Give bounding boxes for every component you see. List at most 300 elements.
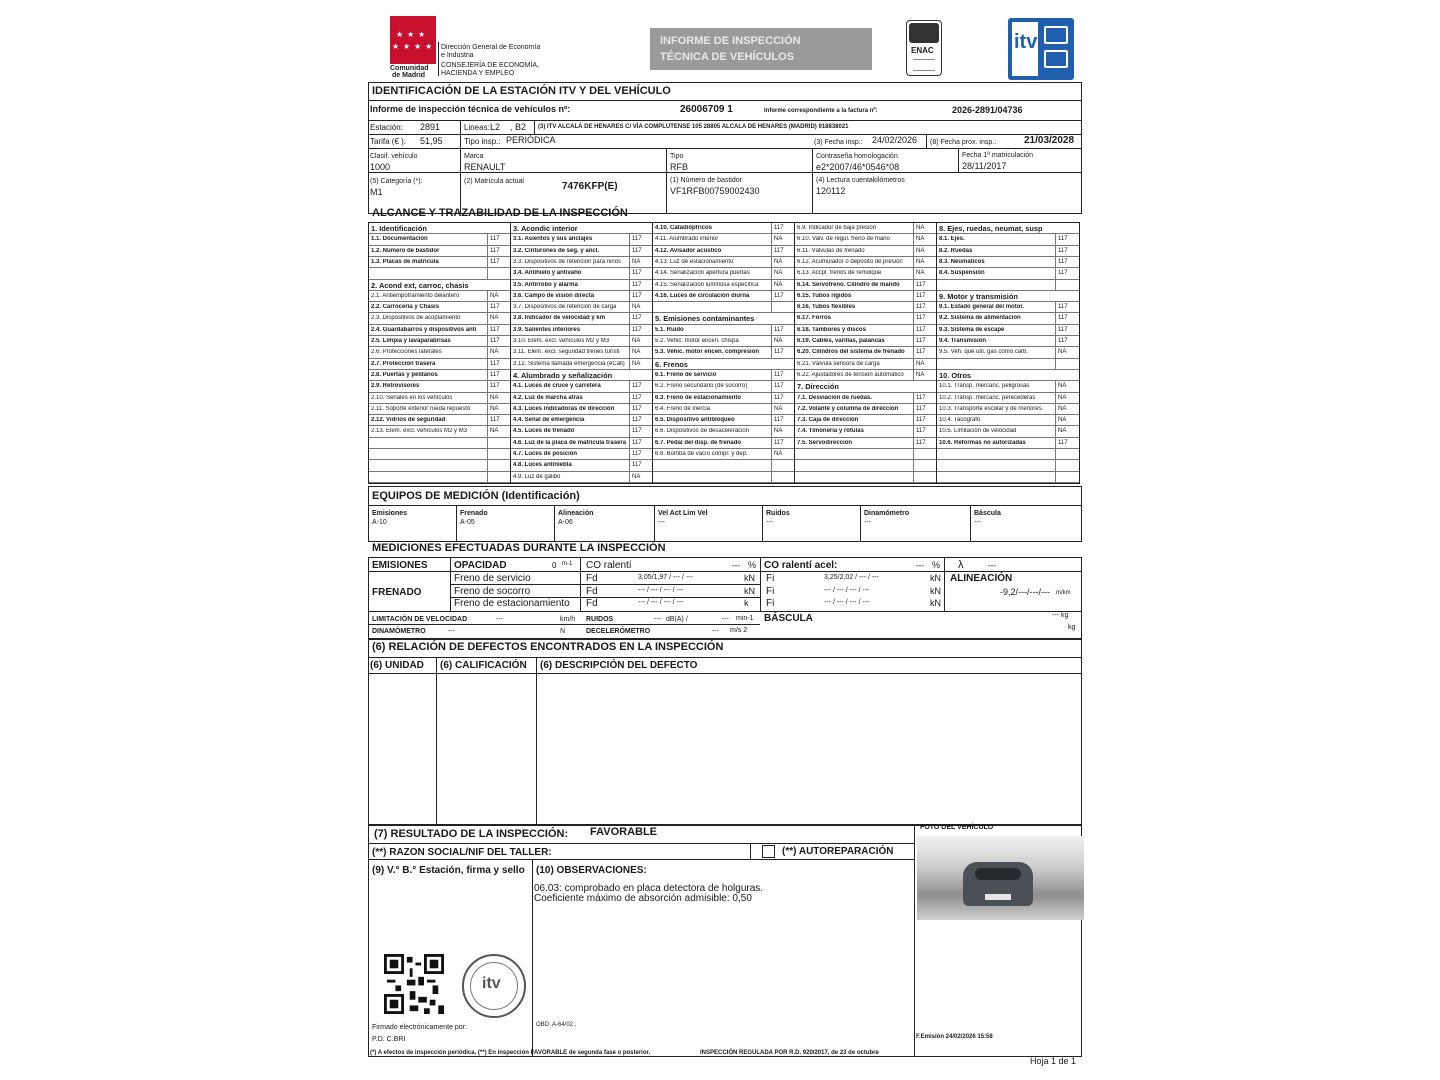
- checklist-column: [653, 223, 795, 483]
- equipment-label: Ruidos: [766, 510, 790, 517]
- checklist-item-value: 117: [629, 460, 642, 471]
- checklist-item-value: 117: [629, 426, 642, 437]
- checklist-row: [369, 426, 510, 437]
- equipment-value: A-06: [558, 519, 573, 526]
- checklist-item-label: 1. Identificación: [371, 224, 427, 233]
- checklist-row: [511, 325, 652, 336]
- checklist-row: [937, 438, 1079, 449]
- checklist-item-label: 6.12. Acumulador o depósito de presión: [797, 258, 903, 265]
- brake-fi-label: Fi: [766, 573, 775, 584]
- checklist-item-value: NA: [629, 347, 640, 358]
- checklist-row: [795, 381, 936, 392]
- checklist-item-label: 6.22. Ajustadores de tensión automático: [797, 371, 904, 378]
- equipment-divider: [970, 505, 971, 542]
- checklist-row: [511, 302, 652, 313]
- org-line-4: HACIENDA Y EMPLEO: [441, 70, 515, 77]
- checklist-item-label: 6.7. Pedal del disp. de frenado: [655, 439, 742, 446]
- checklist-row: [937, 268, 1079, 279]
- checklist-row: [369, 472, 510, 483]
- checklist-item-value: NA: [771, 234, 782, 245]
- checklist-item-label: 2.12. Vidrios de seguridad: [371, 417, 446, 424]
- noise-unit: dB(A) /: [666, 616, 688, 623]
- brake-fd-label: Fd: [586, 585, 598, 597]
- speed-limit-label: LIMITACIÓN DE VELOCIDAD: [372, 616, 468, 623]
- checklist-item-value: 117: [629, 449, 642, 460]
- checklist-item-value: 117: [771, 393, 784, 404]
- checklist-item-label: 8.1. Ejes.: [939, 236, 965, 243]
- checklist-row: [653, 370, 794, 381]
- date-value: 24/02/2026: [872, 135, 918, 145]
- checklist-row: [937, 291, 1079, 302]
- checklist-row: [653, 234, 794, 245]
- workshop-label: (**) RAZON SOCIAL/NIF DEL TALLER:: [372, 847, 552, 858]
- checklist-item-value: NA: [487, 404, 498, 415]
- checklist-item-value: 117: [913, 347, 926, 358]
- braking-label: FRENADO: [372, 587, 422, 598]
- checklist-item-value: [913, 472, 916, 483]
- self-repair-label: (**) AUTOREPARACIÓN: [782, 846, 894, 857]
- speed-limit-unit: km/h: [560, 616, 576, 623]
- checklist-item-value: NA: [913, 223, 924, 234]
- checklist-item-value: 117: [771, 347, 784, 358]
- checklist-item-label: 8.4. Suspensión: [939, 270, 985, 277]
- checklist-item-value: [487, 460, 490, 471]
- checklist-item-label: 2.1. Antiempotramiento delantero: [371, 292, 460, 299]
- checklist-row: [511, 268, 652, 279]
- checklist-item-label: 6.19. Cables, varillas, palancas: [797, 338, 885, 345]
- equipment-divider: [762, 505, 763, 542]
- first-registration-value: 28/11/2017: [962, 161, 1007, 171]
- checklist-item-value: 117: [771, 246, 784, 257]
- checklist-item-label: 3. Acondic interior: [513, 224, 578, 233]
- checklist-item-value: [771, 460, 774, 471]
- checklist-item-value: NA: [771, 449, 782, 460]
- checklist-item-label: 7. Dirección: [797, 382, 839, 392]
- checklist-item-value: 117: [629, 381, 642, 392]
- checklist-item-label: 10.2. Transp. mercanc. perecederas: [939, 394, 1036, 401]
- checklist-item-label: 10.5. Limitación de velocidad: [939, 428, 1017, 435]
- checklist-item-value: [487, 449, 490, 460]
- checklist-item-value: NA: [487, 291, 498, 302]
- checklist-row: [369, 359, 510, 370]
- checklist-row: [795, 404, 936, 415]
- checklist-item-value: 117: [629, 234, 642, 245]
- equipment-divider: [554, 505, 555, 542]
- station-seal-icon: itv: [462, 954, 526, 1018]
- checklist-item-value: 117: [487, 302, 500, 313]
- measurements-title: MEDICIONES EFECTUADAS DURANTE LA INSPECCIÓN: [372, 542, 666, 554]
- enac-logo: [906, 20, 942, 76]
- checklist-row: [937, 347, 1079, 358]
- checklist-row: [795, 460, 936, 471]
- checklist-row: [369, 325, 510, 336]
- brake-fi-label: Fi: [766, 598, 775, 609]
- org-line-2: e Industria: [441, 52, 474, 59]
- checklist-item-label: 6.4. Freno de inercia: [655, 405, 711, 412]
- checklist-row: [511, 234, 652, 245]
- checklist-row: [653, 415, 794, 426]
- checklist-row: [653, 381, 794, 392]
- checklist-row: [937, 426, 1079, 437]
- itv-logo: [1008, 18, 1074, 80]
- brand-label: Marca: [464, 153, 484, 160]
- checklist-item-label: 8. Ejes, ruedas, neumat, susp: [939, 224, 1043, 233]
- dyno-label: DINAMÓMETRO: [372, 628, 426, 635]
- itv-logo-text: itv: [1014, 31, 1038, 53]
- checklist-item-value: 117: [487, 257, 500, 268]
- checklist-row: [795, 347, 936, 358]
- plate-value: 7476KFP(E): [562, 181, 618, 192]
- checklist-item-value: [487, 438, 490, 449]
- checklist-item-value: [1055, 449, 1058, 460]
- cm-logo-line1: Comunidad: [390, 65, 429, 72]
- checklist-item-value: NA: [1055, 404, 1066, 415]
- checklist-row: [653, 257, 794, 268]
- checklist-item-value: 117: [629, 415, 642, 426]
- checklist-row: [369, 393, 510, 404]
- brake-fd-value: --- / --- / --- / ---: [638, 586, 684, 594]
- checklist-item-value: 117: [913, 426, 926, 437]
- inspection-checklist: [368, 222, 1080, 484]
- report-number-label: Informe de inspección técnica de vehículos nº:: [370, 104, 571, 114]
- checklist-row: [369, 404, 510, 415]
- invoice-number: 2026-2891/04736: [952, 105, 1023, 115]
- equipment-value: A-05: [460, 519, 475, 526]
- checklist-row: [795, 336, 936, 347]
- checklist-row: [937, 336, 1079, 347]
- brake-fi-unit: kN: [930, 573, 941, 583]
- odometer-label: (4) Lectura cuentakilómetros: [816, 177, 905, 184]
- checklist-row: [795, 370, 936, 381]
- checklist-item-value: 117: [771, 325, 784, 336]
- checklist-item-value: NA: [913, 359, 924, 370]
- checklist-item-value: 117: [771, 291, 784, 302]
- checklist-item-value: NA: [487, 393, 498, 404]
- equipment-label: Emisiones: [372, 510, 408, 517]
- brake-fi-value: 3,25/2,02 / --- / ---: [824, 574, 879, 581]
- checklist-item-label: 3.5. Antirrobo y alarma: [513, 281, 578, 288]
- checklist-row: [369, 381, 510, 392]
- lambda-value: ---: [988, 561, 996, 570]
- checklist-row: [369, 302, 510, 313]
- dyno-unit: N: [560, 628, 566, 635]
- checklist-item-value: 117: [629, 280, 642, 291]
- checklist-row: [937, 449, 1079, 460]
- checklist-row: [511, 370, 652, 381]
- next-inspection-label: (8) Fecha prox. insp.:: [930, 139, 997, 146]
- checklist-item-label: 4.6. Luz de la placa de matrícula trasera: [513, 439, 627, 446]
- checklist-item-label: 3.7. Dispositivos de retención de carga: [513, 304, 617, 311]
- checklist-row: [937, 472, 1079, 483]
- checklist-item-value: [771, 302, 774, 313]
- equipment-label: Dinamómetro: [864, 510, 910, 517]
- checklist-item-label: 3.2. Cinturones de seg. y ancl.: [513, 247, 600, 254]
- checklist-row: [653, 359, 794, 370]
- checklist-item-value: 117: [913, 325, 926, 336]
- enac-label: ENAC: [911, 46, 934, 55]
- checklist-item-label: 4.7. Luces de posición: [513, 451, 578, 458]
- equipment-label: Báscula: [974, 510, 1001, 517]
- checklist-row: [511, 336, 652, 347]
- brake-fd-unit: kN: [744, 573, 755, 583]
- checklist-item-label: 8.2. Ruedas: [939, 247, 973, 254]
- type-label: Tipo insp.:: [464, 137, 501, 146]
- checklist-item-value: 117: [913, 415, 926, 426]
- checklist-item-label: 6.10. Valv. de regul. freno de mano: [797, 236, 890, 243]
- co-idle-value: ---: [732, 561, 740, 570]
- emissions-label: EMISIONES: [372, 560, 428, 571]
- checklist-item-label: 4.2. Luz de marcha atrás: [513, 394, 583, 401]
- checklist-row: [653, 336, 794, 347]
- checklist-item-value: 117: [629, 313, 642, 324]
- decel-unit: m/s 2: [730, 627, 748, 634]
- category-label: (5) Categoría (*):: [370, 178, 423, 185]
- vin-value: VF1RFB00759002430: [670, 186, 760, 196]
- signed-by-label: Firmado electrónicamente por:: [372, 1024, 467, 1031]
- equipment-value: ---: [864, 519, 871, 526]
- checklist-item-value: NA: [913, 246, 924, 257]
- checklist-item-value: NA: [913, 257, 924, 268]
- vin-label: (1) Número de bastidor: [670, 177, 742, 184]
- car-icon: [1044, 26, 1068, 44]
- footer-regulation: INSPECCIÓN REGULADA POR R.D. 920/2017, de 23 de octubre: [700, 1050, 879, 1056]
- equipment-label: Alineación: [558, 510, 594, 517]
- checklist-item-label: 4.13. Luz de estacionamiento: [655, 258, 734, 265]
- checklist-item-label: 4.9. Luz de gálibo: [513, 473, 561, 480]
- checklist-item-value: 117: [913, 313, 926, 324]
- checklist-row: [369, 223, 510, 234]
- co-idle-label: CO ralentí: [586, 560, 632, 571]
- brake-fd-value: --- / --- / --- / ---: [638, 599, 684, 606]
- header-divider: [438, 42, 439, 76]
- checklist-column: [369, 223, 511, 483]
- category-value: M1: [370, 187, 383, 197]
- checklist-item-value: 117: [629, 393, 642, 404]
- checklist-item-label: 7.3. Caja de dirección: [797, 417, 859, 424]
- checklist-item-value: 117: [629, 268, 642, 279]
- lambda-label: λ: [958, 559, 964, 571]
- equipment-value: ---: [658, 519, 665, 526]
- checklist-item-value: 117: [487, 246, 500, 257]
- checklist-item-label: 4.4. Señal de emergencia: [513, 417, 585, 424]
- checklist-item-label: 2.4. Guardabarros y dispositivos anti: [371, 326, 477, 333]
- checklist-row: [511, 449, 652, 460]
- checklist-row: [795, 246, 936, 257]
- brake-fd-unit: kN: [744, 585, 755, 596]
- equipment-title: EQUIPOS DE MEDICIÓN (Identificación): [372, 490, 580, 502]
- lines-value-2: , B2: [510, 122, 527, 132]
- checklist-row: [653, 347, 794, 358]
- opacity-label: OPACIDAD: [454, 560, 507, 571]
- checklist-row: [511, 404, 652, 415]
- checklist-item-value: 117: [487, 359, 500, 370]
- checklist-row: [511, 257, 652, 268]
- checklist-row: [937, 257, 1079, 268]
- checklist-row: [369, 246, 510, 257]
- checklist-item-label: 5.2. Vehic. motor encen. chispa: [655, 338, 739, 345]
- checklist-row: [653, 302, 794, 313]
- checklist-item-label: 3.1. Asientos y sus anclajes: [513, 236, 593, 243]
- photo-label: FOTO DEL VEHÍCULO: [920, 824, 994, 831]
- observations-label: (10) OBSERVACIONES:: [536, 865, 647, 876]
- checklist-row: [937, 381, 1079, 392]
- checklist-row: [937, 234, 1079, 245]
- checklist-row: [653, 438, 794, 449]
- checklist-item-value: 117: [487, 370, 500, 381]
- result-value: FAVORABLE: [590, 826, 658, 838]
- co-acel-value: ---: [916, 561, 924, 570]
- brake-fi-unit: kN: [930, 585, 941, 596]
- brake-row-divider: [450, 584, 760, 585]
- checklist-row: [795, 438, 936, 449]
- equipment-divider: [654, 505, 655, 542]
- checklist-item-value: 117: [1055, 268, 1068, 279]
- checklist-item-value: NA: [1055, 347, 1066, 358]
- checklist-row: [795, 223, 936, 234]
- checklist-column: [795, 223, 937, 483]
- checklist-item-label: 10.6. Reformas no autorizadas: [939, 439, 1026, 446]
- checklist-item-value: 117: [913, 438, 926, 449]
- checklist-item-value: 117: [629, 325, 642, 336]
- checklist-item-value: 117: [1055, 438, 1068, 449]
- checklist-item-value: NA: [913, 370, 924, 381]
- checklist-item-label: 3.10. Elem. excl. vehículos M2 y M3: [513, 338, 610, 345]
- checklist-item-label: 4.11. Alumbrado interior: [655, 236, 719, 243]
- checklist-row: [653, 472, 794, 483]
- checklist-item-label: 10.1. Transp. mercanc. peligrosas: [939, 383, 1030, 390]
- checklist-item-label: 5. Emisiones contaminantes: [655, 314, 755, 324]
- checklist-item-label: 4.16. Luces de circulación diurna: [655, 292, 750, 299]
- checklist-column: [511, 223, 653, 483]
- checklist-item-label: 4.3. Luces indicadoras de dirección: [513, 405, 615, 412]
- report-banner: [650, 28, 872, 70]
- scale-value-2: kg: [1068, 624, 1076, 631]
- banner-line-2: TÉCNICA DE VEHÍCULOS: [660, 51, 795, 63]
- checklist-item-label: 6.18. Tambores y discos: [797, 326, 866, 333]
- checklist-column: [937, 223, 1079, 483]
- checklist-row: [653, 223, 794, 234]
- self-repair-checkbox[interactable]: [762, 845, 775, 858]
- checklist-row: [511, 313, 652, 324]
- checklist-item-value: [487, 472, 490, 483]
- checklist-item-label: 2.7. Protección trasera: [371, 360, 436, 367]
- checklist-row: [369, 234, 510, 245]
- checklist-row: [937, 460, 1079, 471]
- checklist-row: [511, 460, 652, 471]
- co-idle-unit: %: [748, 560, 757, 570]
- qr-code-icon: [384, 954, 444, 1014]
- opacity-unit: m-1: [562, 561, 573, 567]
- checklist-item-value: [913, 449, 916, 460]
- identification-title: IDENTIFICACIÓN DE LA ESTACIÓN ITV Y DEL VEHÍCULO: [372, 85, 671, 97]
- checklist-row: [369, 313, 510, 324]
- checklist-item-value: NA: [771, 404, 782, 415]
- brake-divider: [580, 571, 581, 611]
- checklist-item-value: 117: [1055, 234, 1068, 245]
- banner-line-1: INFORME DE INSPECCIÓN: [660, 35, 801, 47]
- checklist-item-label: 7.2. Volante y columna de dirección: [797, 405, 899, 412]
- speed-limit-value: ---: [496, 616, 503, 623]
- checklist-row: [795, 426, 936, 437]
- checklist-row: [511, 472, 652, 483]
- noise-value-2: ---: [722, 616, 729, 623]
- checklist-row: [369, 370, 510, 381]
- decel-label: DECELERÓMETRO: [586, 628, 651, 635]
- checklist-item-label: 6. Frenos: [655, 359, 688, 369]
- checklist-row: [511, 393, 652, 404]
- checklist-item-value: NA: [487, 347, 498, 358]
- class-label: Clasif. vehículo: [370, 153, 418, 160]
- checklist-row: [937, 393, 1079, 404]
- enac-text-lines: [913, 59, 935, 71]
- brake-fi-value: --- / --- / --- / ---: [824, 599, 870, 606]
- checklist-item-value: 117: [913, 404, 926, 415]
- checklist-row: [369, 336, 510, 347]
- checklist-item-value: 117: [771, 370, 784, 381]
- checklist-row: [369, 449, 510, 460]
- checklist-item-value: 117: [771, 381, 784, 392]
- defects-col-rating: (6) CALIFICACIÓN: [440, 660, 527, 671]
- checklist-item-label: 6.17. Forros: [797, 315, 832, 322]
- checklist-row: [511, 381, 652, 392]
- checklist-item-label: 2.9. Retrovisores: [371, 383, 420, 390]
- checklist-item-value: NA: [771, 426, 782, 437]
- checklist-row: [937, 415, 1079, 426]
- co-acel-unit: %: [932, 560, 941, 570]
- checklist-row: [937, 370, 1079, 381]
- checklist-item-value: 117: [1055, 313, 1068, 324]
- checklist-item-label: 4.14. Señalización apertura puertas: [655, 270, 750, 277]
- checklist-item-label: 6.20. Cilindros del sistema de frenado: [797, 349, 905, 356]
- vehicle-photo: [917, 836, 1084, 920]
- checklist-item-value: [1055, 460, 1058, 471]
- noise-label: RUIDOS: [586, 616, 614, 623]
- checklist-row: [653, 268, 794, 279]
- checklist-item-label: 3.8. Indicador de velocidad y km: [513, 315, 606, 322]
- dyno-value: ---: [448, 628, 455, 635]
- checklist-item-label: 10. Otros: [939, 370, 972, 380]
- checklist-item-label: 2.13. Elem. excl. vehículos M2 y M3: [371, 428, 468, 435]
- report-number: 26006709 1: [680, 104, 733, 115]
- org-line-3: CONSEJERÍA DE ECONOMÍA,: [441, 62, 540, 69]
- checklist-item-label: 6.11. Válvulas de frenado: [797, 247, 865, 254]
- checklist-item-value: NA: [487, 313, 498, 324]
- checklist-row: [511, 415, 652, 426]
- checklist-item-label: 9. Motor y transmisión: [939, 291, 1018, 301]
- checklist-item-label: 9.1. Estado general del motor.: [939, 304, 1025, 311]
- checklist-item-value: 117: [487, 415, 500, 426]
- checklist-row: [653, 313, 794, 324]
- checklist-row: [937, 280, 1079, 291]
- equipment-label: Vel Act Lim Vel: [658, 510, 708, 517]
- checklist-row: [795, 313, 936, 324]
- plate-label: (2) Matrícula actual: [464, 178, 524, 185]
- checklist-row: [937, 223, 1079, 234]
- checklist-row: [653, 460, 794, 471]
- checklist-item-label: 6.21. Válvula sensora de carga: [797, 360, 880, 367]
- checklist-row: [795, 257, 936, 268]
- station-label: Estación:: [370, 123, 403, 132]
- obd-label: OBD: A-64/02 ;: [536, 1022, 577, 1028]
- checklist-row: [369, 291, 510, 302]
- checklist-item-value: 117: [913, 280, 926, 291]
- checklist-item-label: 9.5. Veh. que util. gas como carb.: [939, 349, 1029, 356]
- checklist-row: [937, 404, 1079, 415]
- checklist-item-value: [913, 460, 916, 471]
- checklist-row: [795, 291, 936, 302]
- checklist-item-value: 117: [487, 325, 500, 336]
- fee-label: Tarifa (€ ):: [370, 137, 407, 146]
